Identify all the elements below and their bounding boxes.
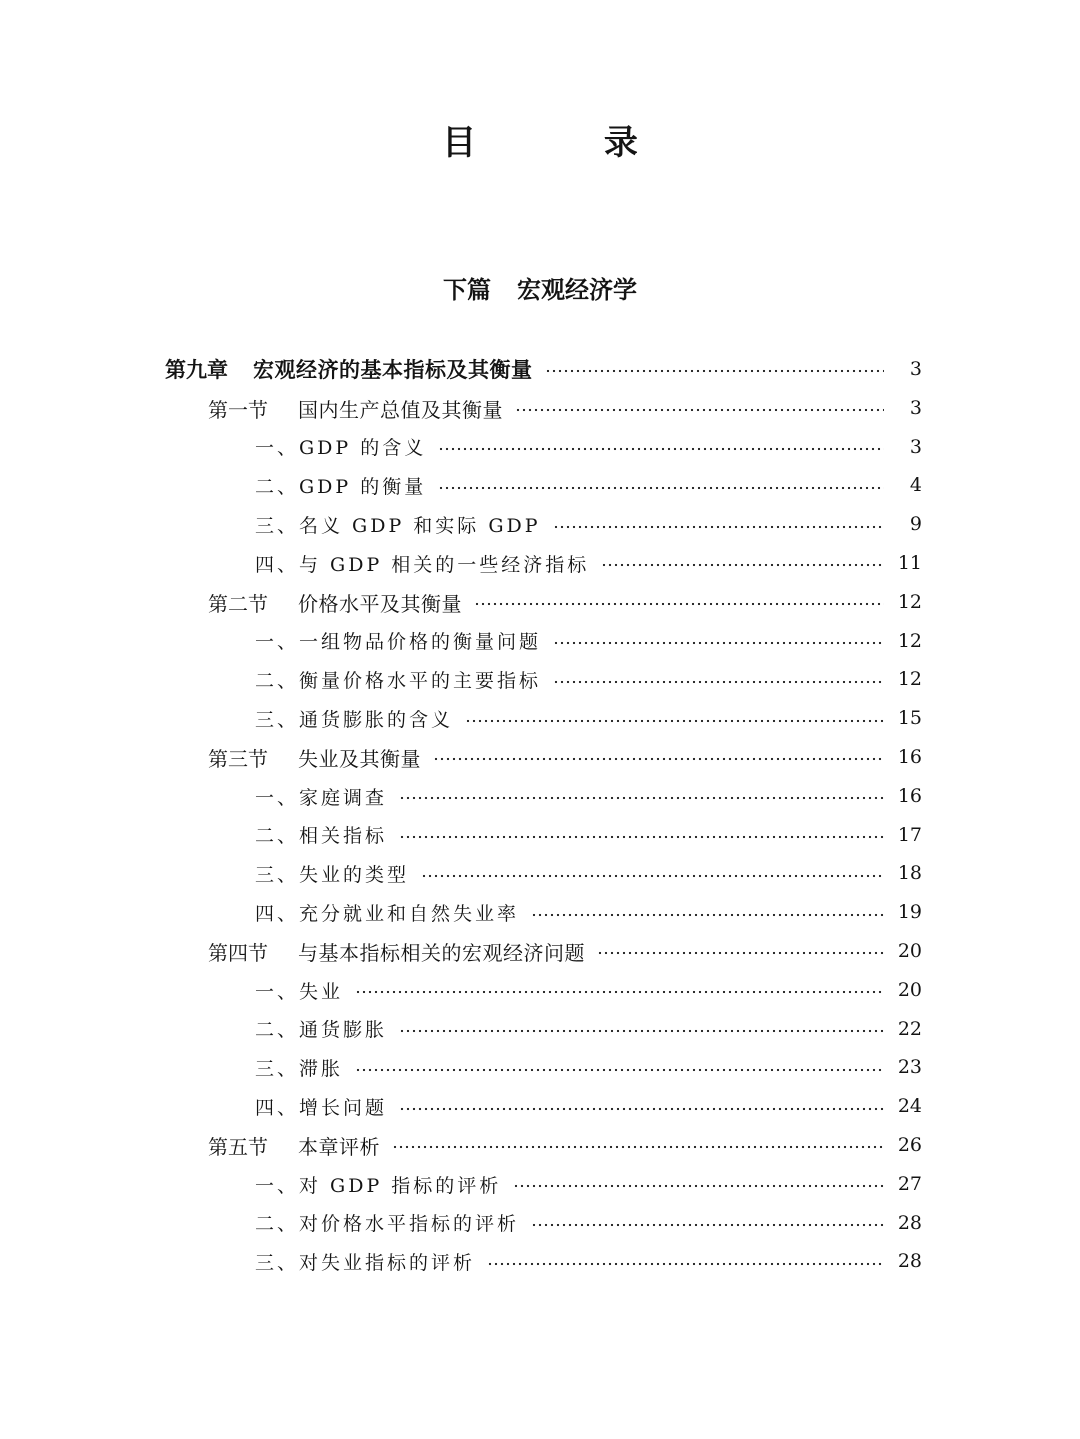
toc-entry-item[interactable]: [0, 777, 1080, 816]
toc-entry-title: 二、对价格水平指标的评析: [255, 1213, 520, 1236]
toc-entry-title: 一、家庭调查: [255, 786, 388, 809]
toc-entry-title: 失业及其衡量: [298, 746, 421, 771]
toc-entry-title: 价格水平及其衡量: [298, 591, 462, 616]
toc-entry-item[interactable]: [0, 428, 1080, 467]
toc-entry-title: 三、名义 GDP 和实际 GDP: [255, 515, 541, 538]
toc-dot-leader: [438, 486, 884, 490]
toc-entry-title: 国内生产总值及其衡量: [298, 397, 503, 422]
toc-page-number: 18: [897, 862, 922, 885]
page-title: 目 录: [442, 123, 696, 163]
toc-dot-leader: [399, 796, 884, 800]
toc-page-number: 11: [897, 551, 922, 574]
toc-dot-leader: [601, 563, 884, 567]
toc-entry-item[interactable]: [0, 971, 1080, 1010]
toc-page-number: 12: [897, 590, 922, 613]
toc-entry-number: 第九章: [165, 357, 228, 383]
toc-page-number: 19: [897, 901, 922, 924]
toc-entry-item[interactable]: [0, 1204, 1080, 1243]
toc-dot-leader: [531, 913, 884, 917]
toc-page-number: 12: [897, 668, 922, 691]
toc-entry-item[interactable]: [0, 544, 1080, 583]
toc-page-number: 12: [897, 629, 922, 652]
toc-dot-leader: [392, 1145, 884, 1149]
toc-page-number: 16: [897, 784, 922, 807]
toc-dot-leader: [513, 1184, 884, 1188]
part-name: 宏观经济学: [517, 275, 637, 304]
toc-entry-chapter[interactable]: [0, 350, 1080, 389]
toc-entry-item[interactable]: [0, 466, 1080, 505]
toc-entry-item[interactable]: [0, 1165, 1080, 1204]
toc-dot-leader: [465, 719, 884, 723]
toc-entry-title: 本章评析: [298, 1134, 380, 1159]
toc-entry-section[interactable]: [0, 738, 1080, 777]
toc-entry-item[interactable]: [0, 816, 1080, 855]
toc-entry-number: 第四节: [208, 940, 268, 965]
toc-dot-leader: [515, 408, 884, 412]
toc-entry-title: 四、充分就业和自然失业率: [255, 903, 520, 926]
toc-page-number: 17: [897, 823, 922, 846]
part-heading: [0, 272, 1080, 308]
toc-entry-title: 三、失业的类型: [255, 864, 410, 887]
toc-entry-title: 二、GDP 的衡量: [255, 476, 427, 499]
toc-entry-number: 第五节: [208, 1134, 268, 1159]
toc-dot-leader: [399, 1029, 884, 1033]
toc-page-number: 24: [897, 1095, 922, 1118]
toc-entry-item[interactable]: [0, 505, 1080, 544]
toc-page-number: 3: [909, 435, 922, 458]
toc-entry-title: 二、相关指标: [255, 825, 388, 848]
toc-entry-section[interactable]: [0, 1126, 1080, 1165]
toc-page-number: 16: [897, 745, 922, 768]
toc-entry-item[interactable]: [0, 699, 1080, 738]
toc-entry-item[interactable]: [0, 1010, 1080, 1049]
toc-entry-section[interactable]: [0, 932, 1080, 971]
toc-dot-leader: [421, 874, 884, 878]
toc-entry-number: 第三节: [208, 746, 268, 771]
toc-dot-leader: [355, 990, 884, 994]
toc-page-number: 3: [909, 396, 922, 419]
toc-entry-item[interactable]: [0, 854, 1080, 893]
toc-dot-leader: [553, 525, 884, 529]
toc-dot-leader: [553, 680, 884, 684]
toc-dot-leader: [474, 602, 884, 606]
toc-entry-item[interactable]: [0, 893, 1080, 932]
toc-entry-item[interactable]: [0, 1048, 1080, 1087]
toc-entry-number: 第一节: [208, 397, 268, 422]
toc-page-number: 20: [897, 978, 922, 1001]
toc-page-number: 15: [897, 707, 922, 730]
toc-page-number: 9: [909, 513, 922, 536]
toc-dot-leader: [399, 835, 884, 839]
toc-entry-title: 四、与 GDP 相关的一些经济指标: [255, 553, 590, 576]
toc-entry-title: 三、滞胀: [255, 1058, 344, 1081]
toc-entry-title: 一、失业: [255, 980, 344, 1003]
toc-entry-title: 三、对失业指标的评析: [255, 1252, 476, 1275]
toc-page-number: 4: [909, 474, 922, 497]
toc-entry-title: 三、通货膨胀的含义: [255, 709, 454, 732]
toc-dot-leader: [531, 1223, 884, 1227]
toc-entry-number: 第二节: [208, 591, 268, 616]
toc-entry-title: 一、GDP 的含义: [255, 437, 427, 460]
toc-page-number: 20: [897, 939, 922, 962]
toc-entry-title: 与基本指标相关的宏观经济问题: [298, 940, 585, 965]
toc-page-number: 28: [897, 1211, 922, 1234]
toc-page-number: 28: [897, 1250, 922, 1273]
toc-dot-leader: [487, 1262, 884, 1266]
toc-dot-leader: [355, 1068, 884, 1072]
toc-entry-item[interactable]: [0, 1087, 1080, 1126]
toc-entry-title: 二、衡量价格水平的主要指标: [255, 670, 542, 693]
toc-entry-item[interactable]: [0, 1242, 1080, 1281]
toc-entry-item[interactable]: [0, 622, 1080, 661]
part-label: 下篇: [443, 275, 491, 304]
toc-entry-title: 四、增长问题: [255, 1097, 388, 1120]
toc-page-number: 22: [897, 1017, 922, 1040]
table-of-contents: [0, 350, 1080, 1281]
toc-page-number: 23: [897, 1056, 922, 1079]
toc-entry-item[interactable]: [0, 660, 1080, 699]
toc-entry-section[interactable]: [0, 583, 1080, 622]
toc-page-number: 3: [909, 358, 922, 380]
toc-entry-title: 一、对 GDP 指标的评析: [255, 1174, 502, 1197]
toc-page-number: 26: [897, 1133, 922, 1156]
toc-page-number: 27: [897, 1172, 922, 1195]
toc-dot-leader: [545, 369, 885, 373]
toc-entry-title: 二、通货膨胀: [255, 1019, 388, 1042]
toc-dot-leader: [597, 951, 884, 955]
toc-entry-title: 一、一组物品价格的衡量问题: [255, 631, 542, 654]
toc-dot-leader: [399, 1107, 884, 1111]
toc-dot-leader: [553, 641, 884, 645]
toc-dot-leader: [438, 447, 884, 451]
toc-dot-leader: [433, 757, 884, 761]
toc-entry-title: 宏观经济的基本指标及其衡量: [253, 357, 533, 383]
toc-entry-section[interactable]: [0, 389, 1080, 428]
